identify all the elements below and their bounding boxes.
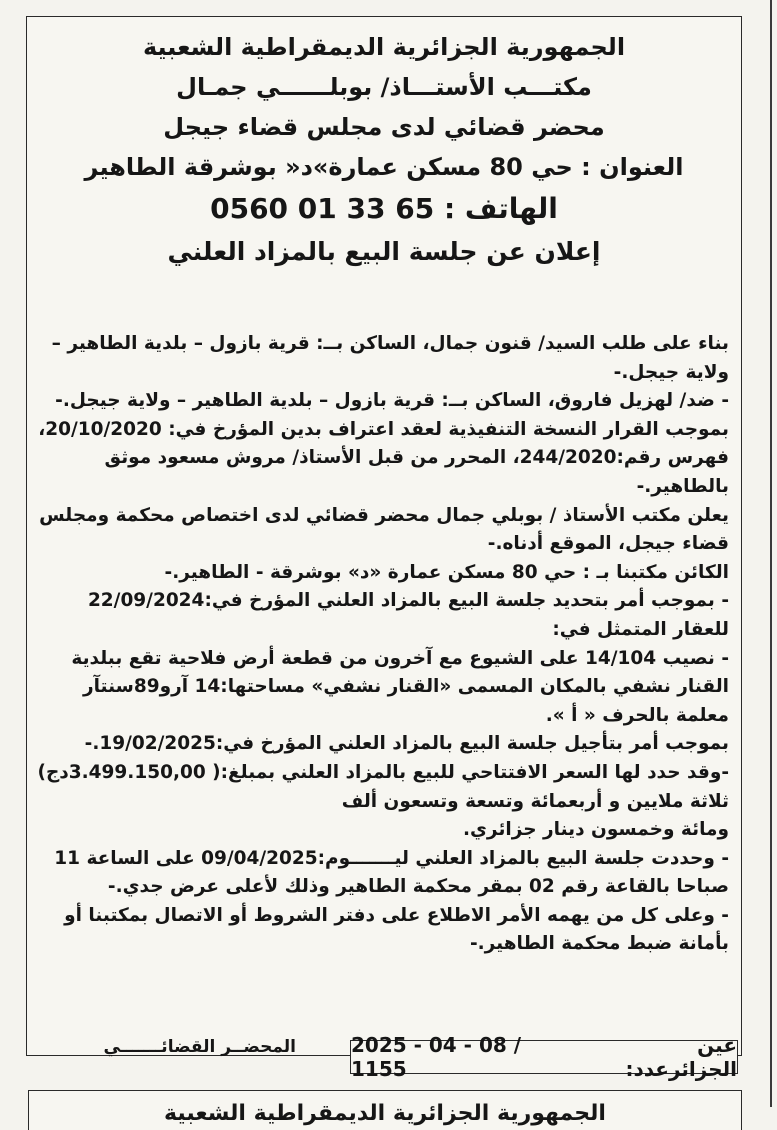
body-paragraph: -وقد حدد لها السعر الافتتاحي للبيع بالمزاد العلني بمبلغ:( 3.499.150,00دج) ثلاثة ملايين و أربعمائة وتسعة وتسعون ألف — [37, 761, 729, 812]
edition-number: 2025 - 04 - 08 / 1155 — [351, 1033, 522, 1081]
body-paragraph: - وعلى كل من يهمه الأمر الاطلاع على دفتر الشروط أو الاتصال بمكتبنا أو بأمانة ضبط محكمة الطاهير.- — [64, 904, 729, 955]
body-paragraph: بموجب أمر بتأجيل جلسة البيع بالمزاد العلني المؤرخ في:19/02/2025.- — [84, 733, 729, 755]
auction-notice — [26, 16, 742, 1056]
bailiff-signature: المحضــر القضائـــــــي — [103, 1037, 296, 1057]
body-paragraph: الكائن مكتبنا بـ : حي 80 مسكن عمارة «د» بوشرقة - الطاهير.- — [164, 561, 729, 583]
next-notice-header — [28, 1090, 742, 1130]
body-paragraph: بناء على طلب السيد/ قنون جمال، الساكن بــ: قرية بازول – بلدية الطاهير – ولاية جيجل.- — [51, 333, 729, 383]
body-paragraph: يعلن مكتب الأستاذ / بوبلي جمال محضر قضائي لدى اختصاص محكمة ومجلس قضاء جيجل، الموقع أدناه.- — [39, 504, 729, 555]
bailiff-title: محضر قضائي لدى مجلس قضاء جيجل — [163, 113, 605, 141]
body-paragraph: - نصيب 14/104 على الشيوع مع آخرون من قطعة أرض فلاحية تقع ببلدية القنار نشفي بالمكان المسمى «القنار نشفي» مساحتها:14 آرو89سنتآر معلمة بالحرف « أ ». — [71, 647, 729, 726]
notice-header — [27, 17, 741, 264]
edition-label: عين الجزائرعدد: — [625, 1033, 737, 1081]
office-address: العنوان : حي 80 مسكن عمارة»د« بوشرقة الطاهير — [84, 153, 684, 181]
notice-title: إعلان عن جلسة البيع بالمزاد العلني — [167, 237, 601, 266]
edition-reference — [350, 1033, 738, 1081]
office-phone: الهاتف : 65 33 01 0560 — [210, 192, 558, 225]
body-paragraph: - ضد/ لهزيل فاروق، الساكن بــ: قرية بازول – بلدية الطاهير – ولاية جيجل.- — [55, 390, 729, 412]
body-paragraph: - بموجب أمر بتحديد جلسة البيع بالمزاد العلني المؤرخ في:22/09/2024 للعقار المتمثل في: — [87, 590, 729, 640]
office-name: مكتـــب الأستـــاذ/ بوبلــــــي جمـال — [176, 73, 592, 101]
body-paragraph: - وحددت جلسة البيع بالمزاد العلني ليـــــــوم:09/04/2025 على الساعة 11 صباحا بالقاعة رقم 02 بمقر محكمة الطاهير وذلك لأعلى عرض جدي.- — [54, 847, 729, 898]
body-paragraph: ومائة وخمسون دينار جزائري. — [462, 819, 729, 841]
body-paragraph: بموجب القرار النسخة التنفيذية لعقد اعتراف بدين المؤرخ في: 20/10/2020، فهرس رقم:244/2020، المحرر من قبل الأستاذ/ مروش مسعود موثق بالطاهير.- — [38, 418, 729, 497]
republic-title: الجمهورية الجزائرية الديمقراطية الشعبية — [142, 33, 626, 61]
notice-body — [37, 330, 729, 959]
column-rule — [770, 0, 772, 1107]
next-notice-title: الجمهورية الجزائرية الديمقراطية الشعبية — [164, 1101, 606, 1126]
